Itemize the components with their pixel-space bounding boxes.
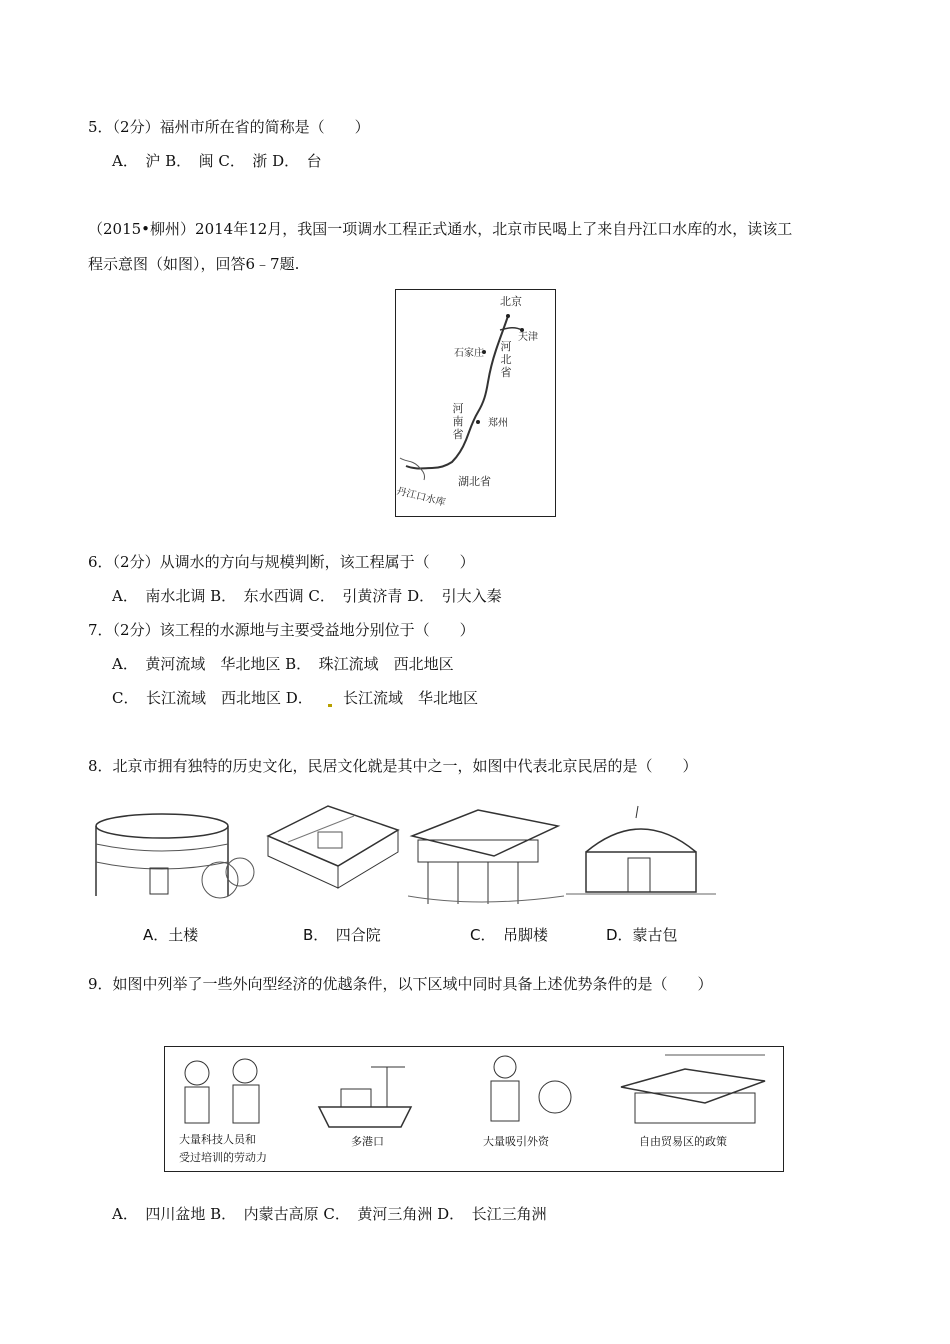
- q6-options: A． 南水北调 B． 东水西调 C． 引黄济青 D． 引大入秦: [112, 587, 502, 605]
- map-label-henan: 河南省: [452, 402, 464, 441]
- map-label-hebei: 河北省: [500, 340, 512, 379]
- diaojiaolou-image: [408, 796, 564, 910]
- q8-caption-b: B． 四合院: [303, 926, 381, 944]
- panel-label-free-trade: 自由贸易区的政策: [639, 1135, 727, 1148]
- map-label-tianjin: 天津: [518, 332, 538, 343]
- q8-caption-c: C． 吊脚楼: [470, 926, 548, 944]
- map-label-danjiangkou: 丹江口水库: [395, 486, 447, 509]
- map-label-shijiazhuang: 石家庄: [454, 348, 484, 359]
- mongolian-yurt-image: [566, 796, 716, 910]
- q8-caption-a: A．土楼: [143, 926, 199, 944]
- intro-line-2: 程示意图（如图），回答6﹣7题.: [88, 255, 300, 273]
- q8-stem: 8．北京市拥有独特的历史文化，民居文化就是其中之一，如图中代表北京民居的是（ ）: [88, 757, 698, 775]
- map-label-hubei: 湖北省: [458, 475, 491, 488]
- map-label-beijing: 北京: [500, 295, 522, 308]
- map-label-zhengzhou: 郑州: [488, 418, 508, 429]
- q5-options: A． 沪 B． 闽 C． 浙 D． 台: [112, 152, 322, 170]
- tulou-image: [92, 796, 256, 910]
- q7-options-c: C． 长江流域 西北地区 D．: [112, 689, 313, 707]
- q9-stem: 9．如图中列举了一些外向型经济的优越条件，以下区域中同时具备上述优势条件的是（ ）: [88, 975, 713, 993]
- q7-stem: 7．（2分）该工程的水源地与主要受益地分别位于（ ）: [88, 621, 475, 639]
- panel-label-talent-2: 受过培训的劳动力: [179, 1151, 267, 1164]
- yellow-mark: [328, 704, 332, 707]
- panel-label-talent-1: 大量科技人员和: [179, 1133, 256, 1146]
- q8-caption-d: D．蒙古包: [606, 926, 678, 944]
- intro-line-1: （2015•柳州）2014年12月，我国一项调水工程正式通水，北京市民喝上了来自丹江口水库的水，读该工: [88, 220, 793, 238]
- q7-options-d: 长江流域 华北地区: [343, 689, 479, 707]
- q9-options: A． 四川盆地 B． 内蒙古高原 C． 黄河三角洲 D． 长江三角洲: [112, 1205, 547, 1223]
- water-project-map: [395, 289, 556, 517]
- q6-stem: 6．（2分）从调水的方向与规模判断，该工程属于（ ）: [88, 553, 475, 571]
- siheyuan-image: [258, 796, 408, 910]
- panel-label-foreign-capital: 大量吸引外资: [483, 1135, 549, 1148]
- panel-label-ports: 多港口: [351, 1135, 384, 1148]
- outward-economy-conditions-figure: [164, 1046, 784, 1172]
- q7-options-ab: A． 黄河流域 华北地区 B． 珠江流域 西北地区: [112, 655, 454, 673]
- q5-stem: 5．（2分）福州市所在省的简称是（ ）: [88, 118, 370, 136]
